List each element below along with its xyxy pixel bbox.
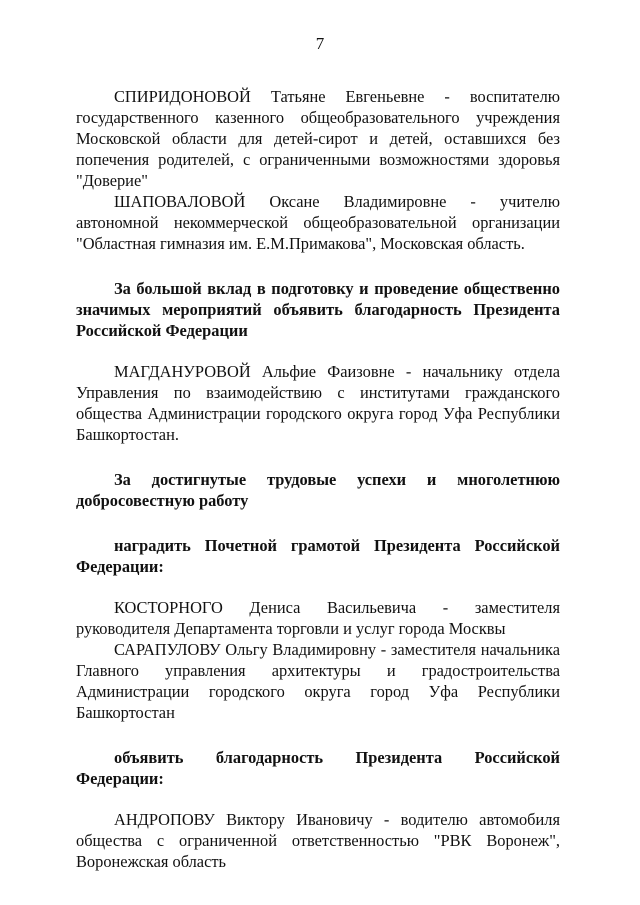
section-heading-gratitude: За большой вклад в подготовку и проведение общественно значимых мероприятий объявить благодарность Президента Российской Федерации bbox=[76, 279, 560, 340]
document-body bbox=[76, 86, 560, 872]
section-heading-labor-success: За достигнутые трудовые успехи и многолетнюю добросовестную работу bbox=[76, 470, 560, 510]
award-entry-sarapulova: САРАПУЛОВУ Ольгу Владимировну - заместителя начальника Главного управления архитектуры и градостроительства Администрации городского округа город Уфа Республики Башкортостан bbox=[76, 640, 560, 722]
award-entry-shapovalova: ШАПОВАЛОВОЙ Оксане Владимировне - учителю автономной некоммерческой общеобразовательной организации "Областная гимназия им. Е.М.Примакова", Московская область. bbox=[76, 192, 560, 253]
page-number: 7 bbox=[315, 34, 325, 53]
section-heading-certificate: наградить Почетной грамотой Президента Российской Федерации: bbox=[76, 536, 560, 576]
award-entry-spiridonova: СПИРИДОНОВОЙ Татьяне Евгеньевне - воспитателю государственного казенного общеобразовательного учреждения Московской области для детей-сирот и детей, оставшихся без попечения родителей, с ограниченными возможностями здоровья "Доверие" bbox=[76, 87, 560, 190]
section-heading-president-gratitude: объявить благодарность Президента Российской Федерации: bbox=[76, 748, 560, 788]
award-entry-magdanurova: МАГДАНУРОВОЙ Альфие Фаизовне - начальнику отдела Управления по взаимодействию с институтами гражданского общества Администрации городского округа город Уфа Республики Башкортостан. bbox=[76, 362, 560, 444]
award-entry-kostorny: КОСТОРНОГО Дениса Васильевича - заместителя руководителя Департамента торговли и услуг города Москвы bbox=[76, 598, 560, 638]
award-entry-andropov: АНДРОПОВУ Виктору Ивановичу - водителю автомобиля общества с ограниченной ответственностью "РВК Воронеж", Воронежская область bbox=[76, 810, 560, 871]
